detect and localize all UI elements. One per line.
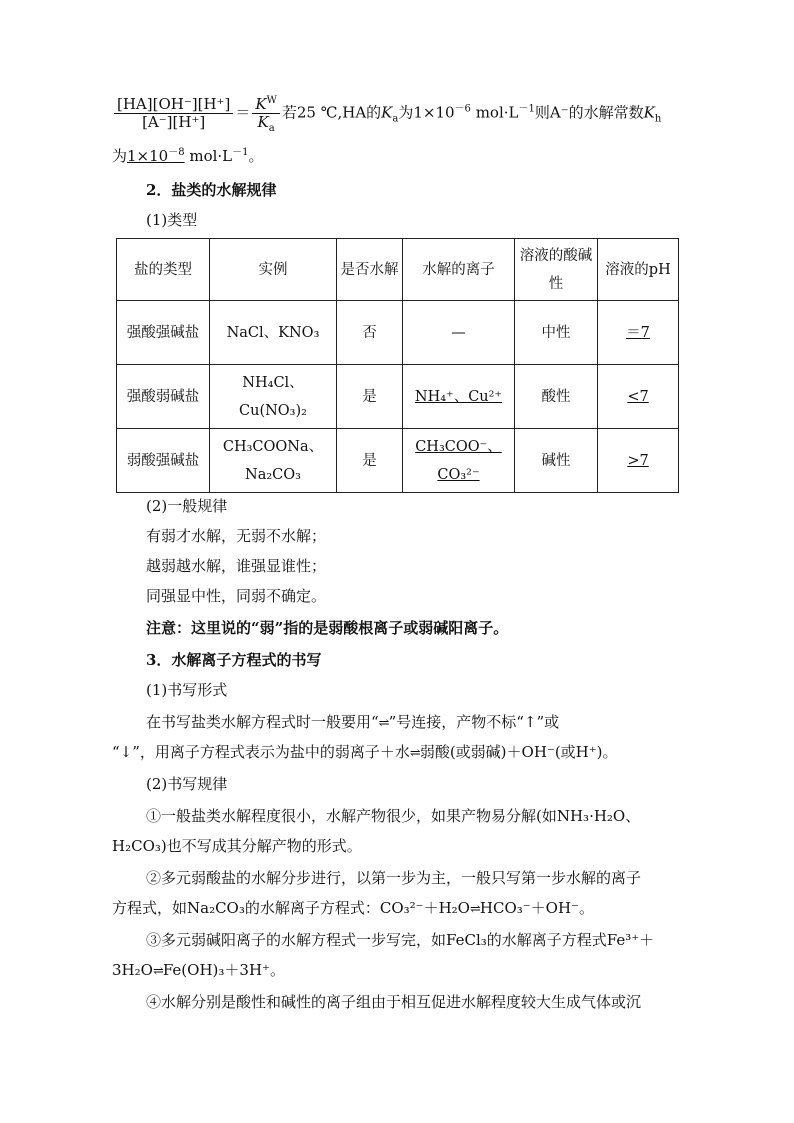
item-4-line-1: ④水解分别是酸性和碱性的离子组由于相互促进水解程度较大生成气体或沉 xyxy=(146,993,642,1011)
fraction-numerator: [HA][OH⁻][H⁺] xyxy=(114,96,233,114)
rules-heading: (2)一般规律 xyxy=(146,497,228,515)
formula-text-then: 则A⁻的水解常数 xyxy=(534,103,644,122)
table-header: 水解的离子 xyxy=(403,239,515,301)
rule-2: 越弱越水解，谁强显谁性； xyxy=(146,557,327,575)
table-header-row xyxy=(117,239,679,301)
solution-ph: <7 xyxy=(598,365,679,429)
paragraph-1-line-2: “↓”，用离子方程式表示为盐中的弱离子＋水⇌弱酸(或弱碱)＋OH⁻(或H⁺)。 xyxy=(112,742,618,764)
ka-symbol: K xyxy=(381,103,393,122)
kh-symbol: K xyxy=(643,103,655,122)
kh-value: $1\times 10^{-8}$ xyxy=(127,147,185,165)
solution-nature: 中性 xyxy=(515,301,598,365)
fraction-denominator: [A⁻][H⁺] xyxy=(142,113,206,131)
table-row xyxy=(117,301,679,365)
fraction-kw-ka xyxy=(252,95,280,134)
salt-type: 强酸弱碱盐 xyxy=(117,365,210,429)
rule-3: 同强显中性，同弱不确定。 xyxy=(146,587,327,605)
hydrolysis-flag: 否 xyxy=(337,301,403,365)
solution-nature: 碱性 xyxy=(515,429,598,493)
section-3-sub-2: (2)书写规律 xyxy=(146,775,228,793)
hydrolysis-ions: NH₄⁺、Cu²⁺ xyxy=(403,365,515,429)
reversible-arrow-icon: ⇌ xyxy=(152,964,163,979)
item-2-line-2: 方程式，如Na₂CO₃的水解离子方程式：CO₃²⁻＋H₂O⇌HCO₃⁻＋OH⁻。 xyxy=(112,898,594,920)
fraction-hydrolysis xyxy=(114,96,233,131)
section-3-heading: 3．水解离子方程式的书写 xyxy=(146,651,322,669)
hydrolysis-flag: 是 xyxy=(337,365,403,429)
salt-type: 强酸强碱盐 xyxy=(117,301,210,365)
fraction-ka: $K_a$ xyxy=(257,113,275,134)
table-row xyxy=(117,365,679,429)
item-1-line-2: H₂CO₃)也不写成其分解产物的形式。 xyxy=(112,837,362,855)
item-3-line-1: ③多元弱碱阳离子的水解方程式一步写完，如FeCl₃的水解离子方程式Fe³⁺＋ xyxy=(146,931,655,949)
equals-sign: ＝ xyxy=(235,103,251,122)
rules-note: 注意：这里说的“弱”指的是弱酸根离子或弱碱阳离子。 xyxy=(146,619,509,637)
formula-line-2: 为$1\times 10^{-8}$ $mol\cdot L^{-1}$。 xyxy=(112,147,264,165)
salt-example: NaCl、KNO₃ xyxy=(210,301,337,365)
hydrolysis-ions: CH₃COO⁻、CO₃²⁻ xyxy=(403,429,515,493)
table-header: 是否水解 xyxy=(337,239,403,301)
section-3-sub-1: (1)书写形式 xyxy=(146,681,228,699)
salt-example: NH₄Cl、Cu(NO₃)₂ xyxy=(210,365,337,429)
solution-nature: 酸性 xyxy=(515,365,598,429)
hydrolysis-ions: — xyxy=(403,301,515,365)
paragraph-1-line-1: 在书写盐类水解方程式时一般要用“⇌”号连接，产物不标“↑”或 xyxy=(146,712,559,734)
table-header: 溶液的酸碱性 xyxy=(515,239,598,301)
section-2-heading: 2．盐类的水解规律 xyxy=(146,181,277,199)
reversible-arrow-icon: ⇌ xyxy=(409,746,420,761)
solution-ph: ＝7 xyxy=(598,301,679,365)
formula-line: $\frac{[HA][OH^-][H^+]}{[A^-][H^+]}$ ＝ $\frac{K^W}{K_a}$ 若25 ℃,HA的$K_a$为$1\times 10^{-6}$ $mol\cdot L^{-1}$则A⁻的水解常数$K_h$ xyxy=(112,96,661,131)
table-header: 实例 xyxy=(210,239,337,301)
table-header: 盐的类型 xyxy=(117,239,210,301)
formula-text-mid: 为1×10 xyxy=(398,103,455,122)
rule-1: 有弱才水解，无弱不水解； xyxy=(146,527,327,545)
table-header: 溶液的pH xyxy=(598,239,679,301)
reversible-arrow-icon: ⇌ xyxy=(469,902,480,917)
item-2-line-1: ②多元弱酸盐的水解分步进行，以第一步为主，一般只写第一步水解的离子 xyxy=(146,869,642,887)
section-2-sub-1: (1)类型 xyxy=(146,211,198,229)
hydrolysis-flag: 是 xyxy=(337,429,403,493)
salt-type: 弱酸强碱盐 xyxy=(117,429,210,493)
item-1-line-1: ①一般盐类水解程度很小，水解产物很少，如果产物易分解(如NH₃·H₂O、 xyxy=(146,807,641,825)
item-3-line-2: 3H₂O⇌Fe(OH)₃＋3H⁺。 xyxy=(112,960,285,982)
salt-example: CH₃COONa、Na₂CO₃ xyxy=(210,429,337,493)
formula-text-after: 若25 ℃,HA的 xyxy=(281,103,382,122)
table-row xyxy=(117,429,679,493)
fraction-kw: $K^W$ xyxy=(252,96,280,114)
reversible-arrow-icon: ⇌ xyxy=(378,716,389,731)
hydrolysis-table xyxy=(116,238,679,493)
solution-ph: >7 xyxy=(598,429,679,493)
